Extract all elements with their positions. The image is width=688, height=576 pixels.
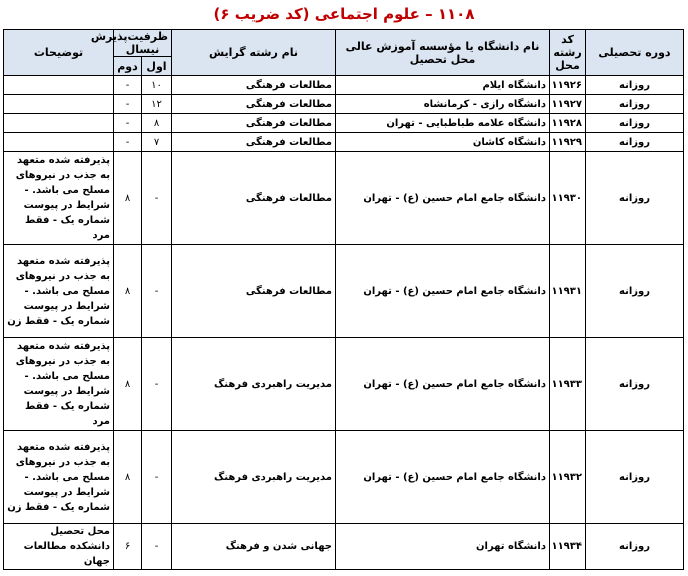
cell-university: دانشگاه علامه طباطبایی - تهران [336, 114, 550, 133]
header-second: دوم [114, 57, 142, 76]
cell-period: روزانه [586, 114, 684, 133]
cell-capacity-second: ۸ [114, 152, 142, 245]
table-row [4, 524, 684, 570]
header-university: نام دانشگاه یا مؤسسه آموزش عالی محل تحصیل [336, 30, 550, 76]
cell-code: ۱۱۹۲۷ [550, 95, 586, 114]
cell-period: روزانه [586, 431, 684, 524]
table-row [4, 431, 684, 524]
cell-capacity-second: - [114, 76, 142, 95]
cell-university: دانشگاه جامع امام حسین (ع) - تهران [336, 338, 550, 431]
cell-field: مطالعات فرهنگی [172, 95, 336, 114]
cell-capacity-first: - [142, 524, 172, 570]
table-row [4, 338, 684, 431]
cell-notes [4, 76, 114, 95]
cell-period: روزانه [586, 95, 684, 114]
cell-notes: پذیرفته شده متعهد به جذب در نیروهای مسلح می باشد. - شرایط در پیوست شماره یک - فقط زن [4, 431, 114, 524]
cell-capacity-first: - [142, 431, 172, 524]
cell-notes [4, 95, 114, 114]
cell-period: روزانه [586, 338, 684, 431]
cell-field: جهانی شدن و فرهنگ [172, 524, 336, 570]
cell-capacity-second: ۸ [114, 245, 142, 338]
cell-university: دانشگاه رازی - کرمانشاه [336, 95, 550, 114]
table-row [4, 114, 684, 133]
table-row [4, 76, 684, 95]
cell-field: مدیریت راهبردی فرهنگ [172, 431, 336, 524]
cell-capacity-second: - [114, 114, 142, 133]
cell-capacity-first: - [142, 152, 172, 245]
cell-notes [4, 133, 114, 152]
cell-capacity-first: - [142, 245, 172, 338]
cell-notes [4, 114, 114, 133]
cell-university: دانشگاه جامع امام حسین (ع) - تهران [336, 431, 550, 524]
table-body [4, 76, 684, 570]
page-title: ۱۱۰۸ – علوم اجتماعی (کد ضریب ۶) [213, 5, 475, 23]
cell-capacity-first: ۱۲ [142, 95, 172, 114]
cell-code: ۱۱۹۳۱ [550, 245, 586, 338]
cell-code: ۱۱۹۲۹ [550, 133, 586, 152]
cell-period: روزانه [586, 245, 684, 338]
cell-field: مطالعات فرهنگی [172, 114, 336, 133]
cell-period: روزانه [586, 152, 684, 245]
cell-notes: پذیرفته شده متعهد به جذب در نیروهای مسلح می باشد. - شرایط در پیوست شماره یک - فقط زن [4, 245, 114, 338]
cell-capacity-first: - [142, 338, 172, 431]
cell-code: ۱۱۹۳۰ [550, 152, 586, 245]
cell-field: مطالعات فرهنگی [172, 245, 336, 338]
header-row [4, 30, 684, 57]
table-row [4, 152, 684, 245]
cell-university: دانشگاه تهران [336, 524, 550, 570]
header-code: کد رشته محل [550, 30, 586, 76]
admissions-table [3, 29, 684, 570]
cell-capacity-second: ۶ [114, 524, 142, 570]
cell-capacity-second: ۸ [114, 338, 142, 431]
cell-university: دانشگاه جامع امام حسین (ع) - تهران [336, 245, 550, 338]
cell-capacity-first: ۸ [142, 114, 172, 133]
header-field: نام رشته گرایش [172, 30, 336, 76]
cell-notes: پذیرفته شده متعهد به جذب در نیروهای مسلح می باشد. - شرایط در پیوست شماره یک - فقط مرد [4, 338, 114, 431]
cell-capacity-first: ۱۰ [142, 76, 172, 95]
cell-code: ۱۱۹۳۴ [550, 524, 586, 570]
header-capacity: ظرفیت‌پذیرش نیسال [114, 30, 172, 57]
cell-code: ۱۱۹۳۳ [550, 338, 586, 431]
cell-university: دانشگاه کاشان [336, 133, 550, 152]
cell-field: مطالعات فرهنگی [172, 152, 336, 245]
header-notes: توضیحات [4, 30, 114, 76]
cell-code: ۱۱۹۲۸ [550, 114, 586, 133]
cell-capacity-first: ۷ [142, 133, 172, 152]
cell-capacity-second: - [114, 133, 142, 152]
cell-code: ۱۱۹۲۶ [550, 76, 586, 95]
cell-field: مدیریت راهبردی فرهنگ [172, 338, 336, 431]
cell-field: مطالعات فرهنگی [172, 76, 336, 95]
header-first: اول [142, 57, 172, 76]
cell-notes: محل تحصیل دانشکده مطالعات جهان [4, 524, 114, 570]
cell-period: روزانه [586, 524, 684, 570]
cell-code: ۱۱۹۳۲ [550, 431, 586, 524]
cell-field: مطالعات فرهنگی [172, 133, 336, 152]
header-period: دوره تحصیلی [586, 30, 684, 76]
cell-capacity-second: ۸ [114, 431, 142, 524]
table-row [4, 95, 684, 114]
cell-university: دانشگاه ایلام [336, 76, 550, 95]
table-row [4, 133, 684, 152]
cell-period: روزانه [586, 76, 684, 95]
cell-university: دانشگاه جامع امام حسین (ع) - تهران [336, 152, 550, 245]
cell-capacity-second: - [114, 95, 142, 114]
cell-period: روزانه [586, 133, 684, 152]
cell-notes: پذیرفته شده متعهد به جذب در نیروهای مسلح می باشد. - شرایط در پیوست شماره یک - فقط مرد [4, 152, 114, 245]
table-row [4, 245, 684, 338]
